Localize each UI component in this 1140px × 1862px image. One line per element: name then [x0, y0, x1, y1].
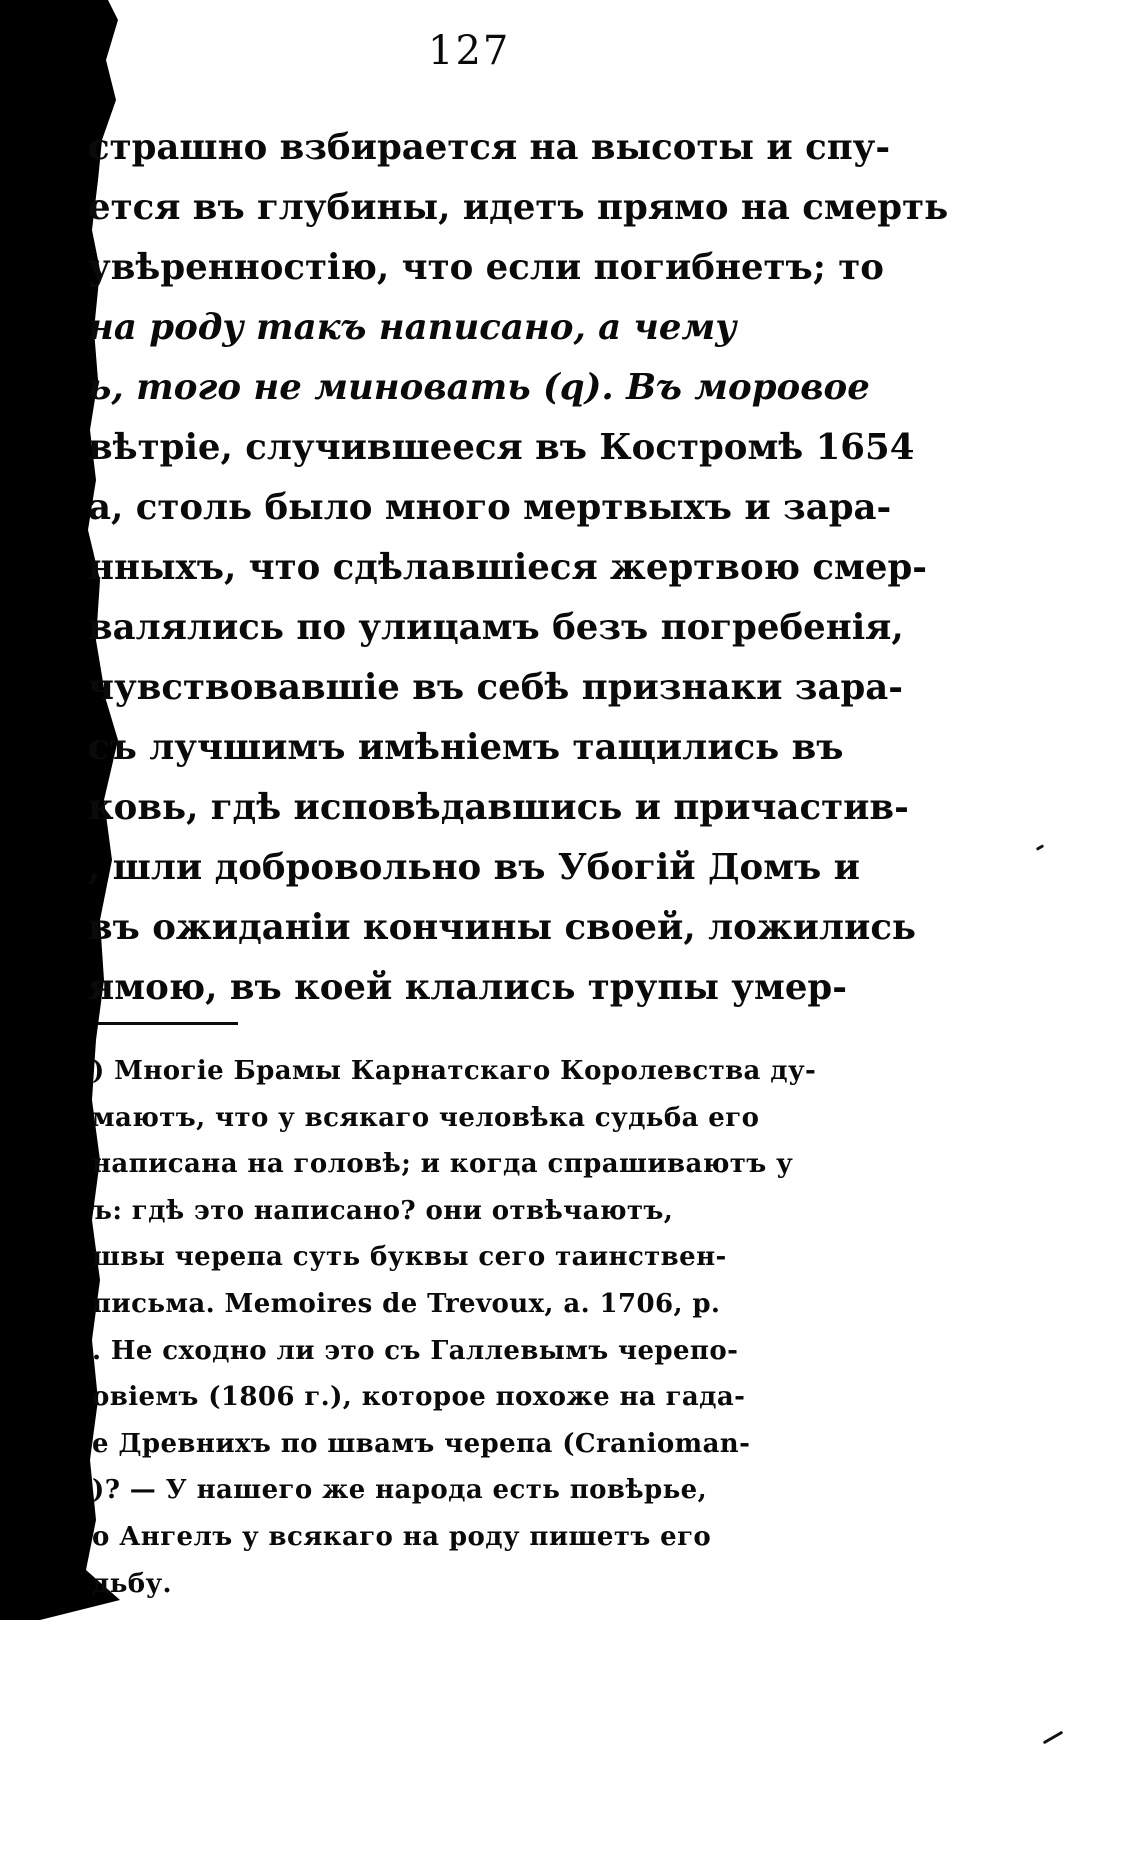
main-text-block	[88, 118, 948, 1018]
ink-speck	[1043, 1731, 1064, 1745]
text-line: съ лучшимъ имѣніемъ тащились въ	[88, 727, 844, 768]
footnote-line: ъ: гдѣ это написано? они отвѣчаютъ,	[92, 1195, 674, 1226]
footnote-line: . Не сходно ли это съ Галлевымъ черепо-	[92, 1335, 739, 1366]
footnote-block	[92, 1048, 922, 1607]
text-line: ется въ глубины, идетъ прямо на смерть	[88, 187, 949, 228]
footnote-line: )? — У нашего же народа есть повѣрье,	[92, 1475, 708, 1506]
text-line: валялись по улицамъ безъ погребенія,	[88, 607, 904, 648]
footnote-line: письма. Memoires de Trevoux, a. 1706, p.	[92, 1288, 721, 1319]
text-line: а, столь было много мертвыхъ и зара-	[88, 487, 892, 528]
text-line-italic	[88, 358, 948, 418]
text-line: ямою, въ коей клались трупы умер-	[88, 967, 847, 1008]
footnote-line: о Ангелъ у всякаго на роду пишетъ его	[92, 1521, 712, 1552]
text-line: въ ожиданіи кончины своей, ложились	[88, 907, 917, 948]
text-line: вѣтріе, случившееся въ Костромѣ 1654	[88, 427, 915, 468]
text-line-italic	[88, 298, 948, 358]
text-line: ковь, гдѣ исповѣдавшись и причастив-	[88, 787, 909, 828]
footnote-line: дьбу.	[92, 1568, 173, 1599]
page-number: 127	[428, 28, 511, 74]
italic-text: ь, того не миновать (q). Въ моровое	[88, 367, 870, 408]
footnote-line: е Древнихъ по швамъ черепа (Craniоman-	[92, 1428, 751, 1459]
text-line: , шли добровольно въ Убогій Домъ и	[88, 847, 860, 888]
footnote-divider	[98, 1022, 238, 1025]
text-line: чувствовавшіе въ себѣ признаки зара-	[88, 667, 904, 708]
text-line: страшно взбирается на высоты и спу-	[88, 127, 891, 168]
text-line: увѣренностію, что если погибнетъ; то	[88, 247, 884, 288]
ink-speck	[1036, 844, 1044, 851]
footnote-line: овіемъ (1806 г.), которое похоже на гада-	[92, 1382, 746, 1413]
footnote-line: ) Многіе Брамы Карнатскаго Королевства ду-	[92, 1056, 817, 1086]
italic-text: на роду такъ написано, а чему	[88, 307, 737, 348]
footnote-line: швы черепа суть буквы сего таинствен-	[92, 1242, 727, 1273]
footnote-line: маютъ, что у всякаго человѣка судьба его	[92, 1102, 760, 1133]
footnote-line: написана на головѣ; и когда спрашиваютъ у	[92, 1149, 794, 1180]
text-line: нныхъ, что сдѣлавшіеся жертвою смер-	[88, 547, 927, 588]
